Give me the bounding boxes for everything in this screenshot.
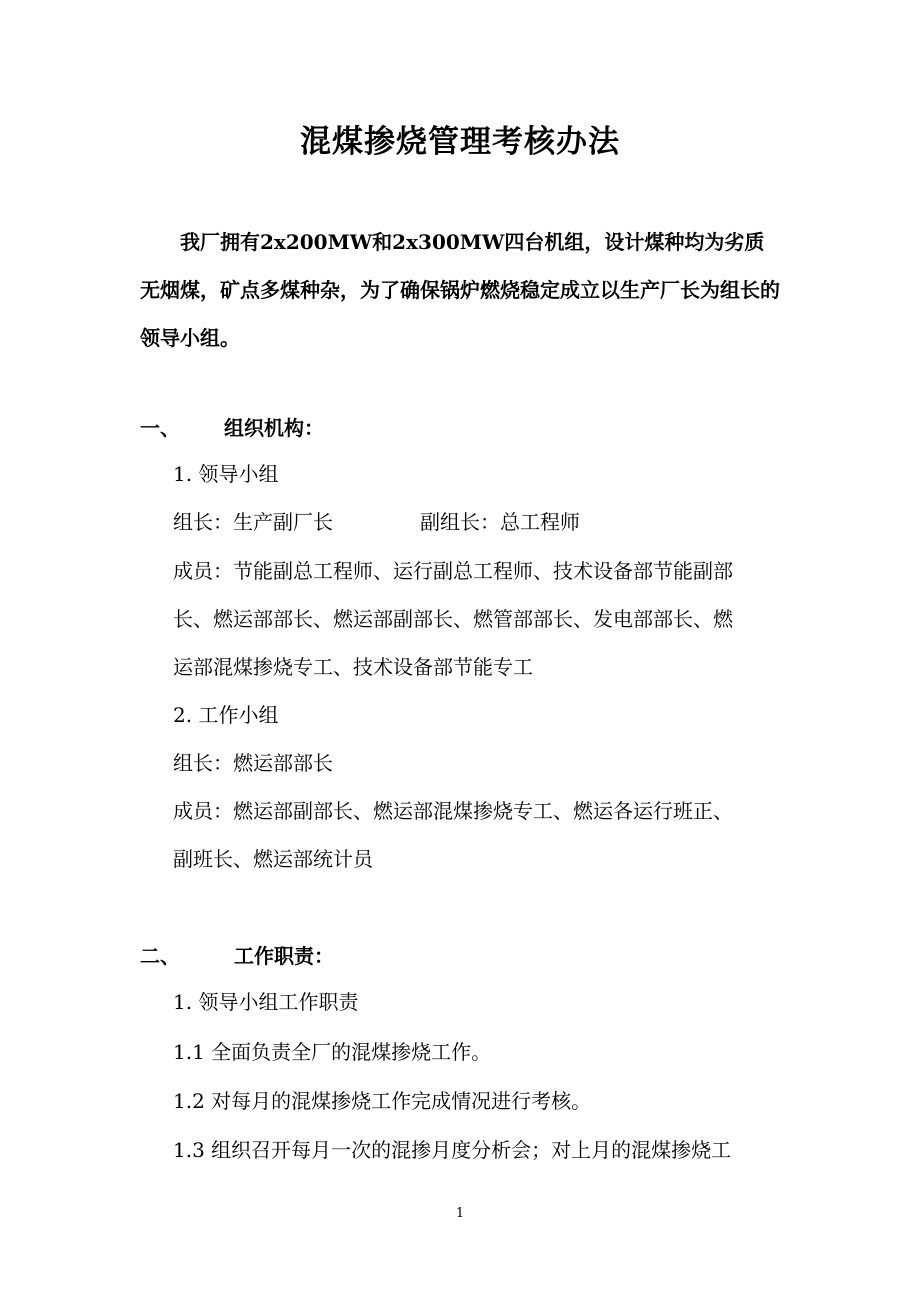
section-1-label: 组织机构： (224, 416, 324, 440)
page-number: 1 (455, 1206, 465, 1221)
group-2-members-line-1: 成员：燃运部副部长、燃运部混煤掺烧专工、燃运各运行班正、 (173, 799, 733, 823)
section-2-label: 工作职责： (234, 944, 334, 968)
group-1-deputy: 副组长：总工程师 (420, 510, 580, 534)
intro-paragraph: 我厂拥有2x200MW和2x300MW四台机组，设计煤种均为劣质无烟煤，矿点多煤种杂，为了确保锅炉燃烧稳定成立以生产厂长为组长的领导小组。 (140, 230, 780, 350)
section-1-heading (140, 414, 324, 442)
duty-item-1-2: 1.2 对每月的混煤掺烧工作完成情况进行考核。 (173, 1089, 592, 1113)
duty-item-1-3: 1.3 组织召开每月一次的混掺月度分析会；对上月的混煤掺烧工 (173, 1138, 732, 1162)
group-1-members-line-1: 成员：节能副总工程师、运行副总工程师、技术设备部节能副部 (173, 559, 733, 583)
group-2-leader: 组长：燃运部部长 (173, 751, 333, 775)
section-2-number: 二、 (140, 944, 180, 968)
group-2-title: 2. 工作小组 (173, 703, 279, 727)
document-title: 混煤掺烧管理考核办法 (300, 124, 620, 160)
section-2-heading (140, 942, 334, 970)
group-1-members-line-2: 长、燃运部部长、燃运部副部长、燃管部部长、发电部部长、燃 (173, 607, 733, 631)
group-1-leader: 组长：生产副厂长 (173, 510, 333, 534)
duty-item-1: 1. 领导小组工作职责 (173, 990, 359, 1014)
group-2-members-line-2: 副班长、燃运部统计员 (173, 847, 373, 871)
section-1-number: 一、 (140, 416, 180, 440)
group-1-title: 1. 领导小组 (173, 462, 279, 486)
duty-item-1-1: 1.1 全面负责全厂的混煤掺烧工作。 (173, 1040, 492, 1064)
group-1-members-line-3: 运部混煤掺烧专工、技术设备部节能专工 (173, 655, 533, 679)
